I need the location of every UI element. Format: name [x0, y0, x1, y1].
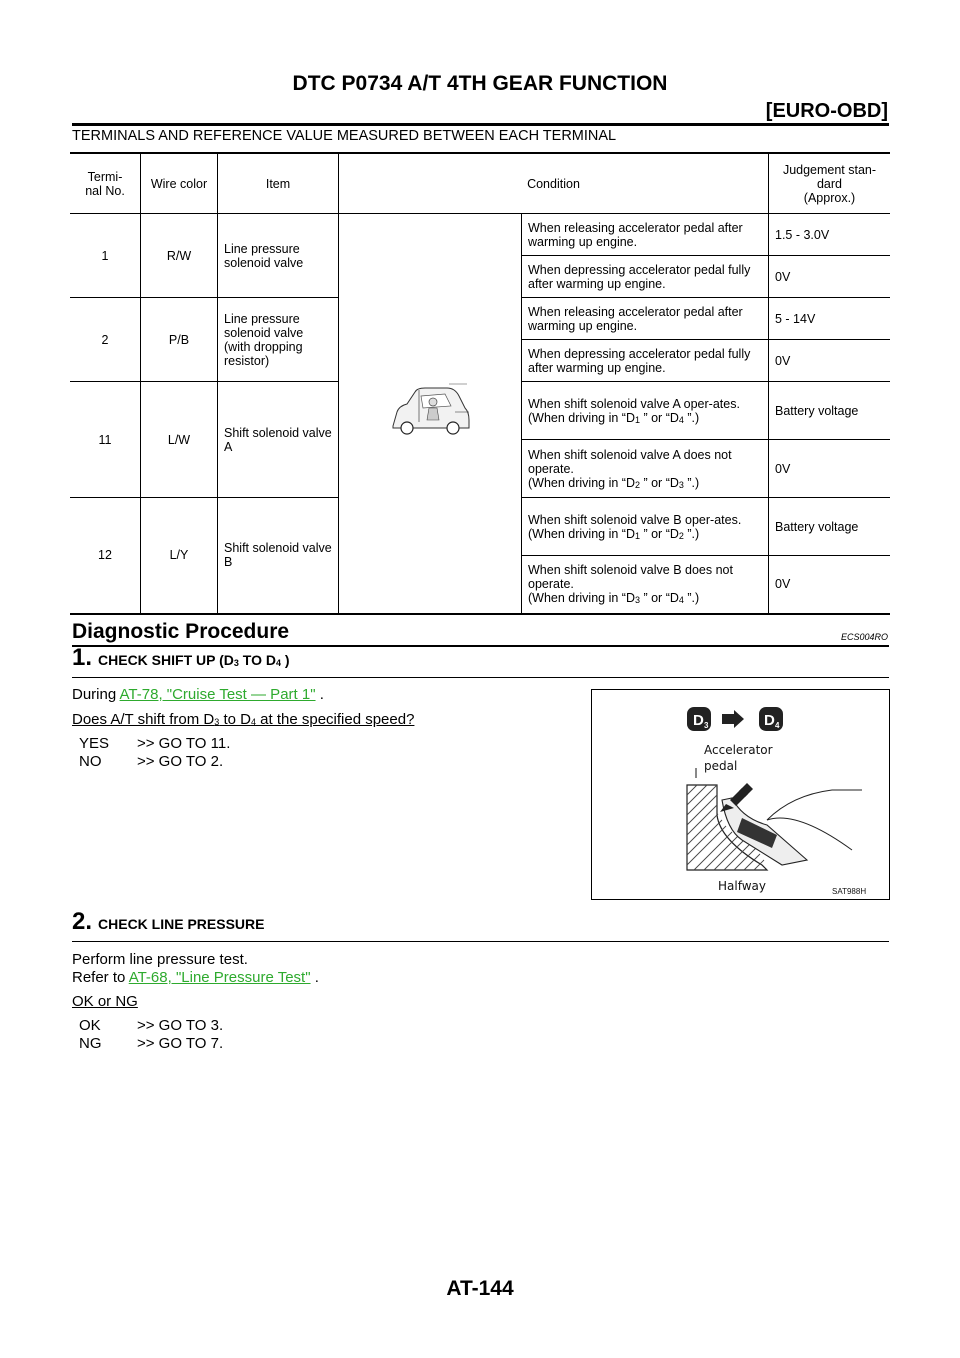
option-key: NG	[79, 1035, 102, 1052]
option-value: >> GO TO 11.	[137, 735, 231, 752]
condition-note: (When driving in “D	[528, 526, 635, 541]
gear-subscript: 2	[634, 479, 640, 490]
cell-condition: When releasing accelerator pedal after warming up engine.	[522, 214, 769, 256]
terminals-heading: TERMINALS AND REFERENCE VALUE MEASURED BETWEEN EACH TERMINAL	[72, 128, 617, 144]
option-key: OK	[79, 1017, 101, 1034]
line-pressure-test-link[interactable]: AT-68, "Line Pressure Test"	[128, 969, 311, 986]
step-rule	[72, 677, 889, 678]
condition-note: ” or “D	[640, 410, 679, 425]
accelerator-pedal-figure	[591, 689, 890, 900]
condition-note: ”.)	[683, 591, 700, 606]
step-2-refer	[72, 969, 319, 986]
col-condition: Condition	[339, 153, 769, 214]
step-title: )	[280, 652, 290, 668]
page-title: DTC P0734 A/T 4TH GEAR FUNCTION	[292, 72, 668, 95]
cell-judgement: 1.5 - 3.0V	[769, 214, 891, 256]
option-value: >> GO TO 3.	[137, 1017, 224, 1034]
car-tester-icon	[389, 382, 471, 442]
cell-condition: When depressing accelerator pedal fully after warming up engine.	[522, 340, 769, 382]
gear-subscript: 4	[678, 414, 684, 425]
condition-note: ”.)	[683, 475, 700, 490]
punctuation: .	[310, 969, 319, 986]
gear-subscript: 3	[214, 717, 220, 727]
pedal-illustration	[592, 690, 889, 899]
gear-subscript: 4	[275, 658, 281, 668]
punctuation: .	[315, 686, 324, 703]
gear-subscript: 3	[634, 595, 640, 606]
cell-judgement: 0V	[769, 256, 891, 298]
gear-subscript: 4	[250, 717, 256, 727]
page-subtitle: [EURO-OBD]	[765, 100, 888, 122]
cell-item: Line pressure solenoid valve (with dropping resistor)	[218, 298, 339, 382]
cell-judgement: 0V	[769, 340, 891, 382]
page-number: AT-144	[446, 1277, 514, 1300]
option-key: NO	[79, 753, 102, 770]
condition-note: ” or “D	[640, 475, 679, 490]
condition-note: (When driving in “D	[528, 475, 635, 490]
step-number: 2.	[72, 908, 93, 935]
terminals-table	[70, 152, 890, 615]
condition-text: When shift solenoid valve B does not operate.	[528, 563, 733, 592]
condition-note: ” or “D	[640, 526, 679, 541]
section-title: Diagnostic Procedure	[72, 620, 290, 643]
condition-text: When shift solenoid valve B oper-ates.	[528, 512, 742, 527]
d3-label: D	[693, 712, 704, 729]
condition-note: ” or “D	[640, 591, 679, 606]
col-judgement: Judgement stan- dard (Approx.)	[769, 153, 891, 214]
gear-subscript: 1	[634, 414, 640, 425]
step-rule	[72, 941, 889, 942]
cell-wire-color: L/W	[141, 382, 218, 498]
step-1-yes-option	[79, 735, 230, 752]
step-2-instruction: Perform line pressure test.	[72, 951, 248, 968]
step-1-no-option	[79, 753, 223, 770]
cell-wire-color: P/B	[141, 298, 218, 382]
d4-subscript: 4	[775, 721, 780, 730]
cell-item: Shift solenoid valve A	[218, 382, 339, 498]
cell-item: Shift solenoid valve B	[218, 498, 339, 614]
figure-code: SAT988H	[832, 887, 867, 896]
col-terminal-no: Termi- nal No.	[70, 153, 141, 214]
condition-text: When shift solenoid valve A does not operate.	[528, 447, 732, 476]
cell-judgement: Battery voltage	[769, 382, 891, 440]
table-row	[70, 214, 890, 256]
condition-note: (When driving in “D	[528, 591, 635, 606]
gear-subscript: 3	[678, 479, 684, 490]
cell-condition: When depressing accelerator pedal fully after warming up engine.	[522, 256, 769, 298]
cell-item: Line pressure solenoid valve	[218, 214, 339, 298]
col-item: Item	[218, 153, 339, 214]
step-1-heading	[72, 644, 290, 672]
condition-note: ”.)	[683, 526, 700, 541]
cell-terminal-no: 11	[70, 382, 141, 498]
cell-terminal-no: 12	[70, 498, 141, 614]
cell-terminal-no: 2	[70, 298, 141, 382]
figure-label-accelerator: Accelerator	[704, 743, 773, 757]
gear-subscript: 2	[678, 530, 684, 541]
condition-note: ”.)	[683, 410, 700, 425]
step-title: CHECK SHIFT UP (D	[98, 652, 234, 668]
car-picture-cell	[339, 214, 522, 614]
figure-label-pedal: pedal	[704, 759, 738, 773]
table-header-row	[70, 153, 890, 214]
step-number: 1.	[72, 644, 93, 671]
cell-judgement: 0V	[769, 556, 891, 614]
gear-subscript: 1	[634, 530, 640, 541]
header-rule	[72, 123, 889, 126]
cell-judgement: 5 - 14V	[769, 298, 891, 340]
gear-subscript: 4	[678, 595, 684, 606]
step-title: TO D	[238, 652, 276, 668]
question-text: at the specified speed?	[255, 711, 415, 728]
cell-condition	[522, 556, 769, 614]
option-value: >> GO TO 7.	[137, 1035, 224, 1052]
col-wire-color: Wire color	[141, 153, 218, 214]
step-1-question	[72, 711, 414, 728]
step-title: CHECK LINE PRESSURE	[98, 916, 265, 932]
cell-judgement: Battery voltage	[769, 498, 891, 556]
cell-terminal-no: 1	[70, 214, 141, 298]
cell-judgement: 0V	[769, 440, 891, 498]
step-2-ok-option	[79, 1017, 223, 1034]
step-1-during	[72, 686, 324, 703]
option-value: >> GO TO 2.	[137, 753, 224, 770]
question-text: Does A/T shift from D	[72, 711, 215, 728]
option-key: YES	[79, 735, 110, 752]
step-2-heading	[72, 908, 264, 936]
step-2-ng-option	[79, 1035, 223, 1052]
refer-label: Refer to	[72, 969, 129, 986]
step-2-question: OK or NG	[72, 993, 138, 1010]
cell-wire-color: L/Y	[141, 498, 218, 614]
condition-text: When shift solenoid valve A oper-ates.	[528, 396, 740, 411]
condition-note: (When driving in “D	[528, 410, 635, 425]
during-label: During	[72, 686, 120, 703]
d4-label: D	[764, 712, 775, 729]
cell-condition	[522, 382, 769, 440]
arrow-right-icon	[722, 710, 744, 728]
cell-wire-color: R/W	[141, 214, 218, 298]
gear-subscript: 3	[233, 658, 239, 668]
d3-subscript: 3	[704, 721, 709, 730]
question-text: to D	[219, 711, 251, 728]
cell-condition	[522, 498, 769, 556]
figure-label-halfway: Halfway	[718, 879, 766, 893]
section-code: ECS004RO	[840, 632, 888, 642]
cruise-test-link[interactable]: AT-78, "Cruise Test — Part 1"	[119, 686, 316, 703]
cell-condition: When releasing accelerator pedal after warming up engine.	[522, 298, 769, 340]
cell-condition	[522, 440, 769, 498]
